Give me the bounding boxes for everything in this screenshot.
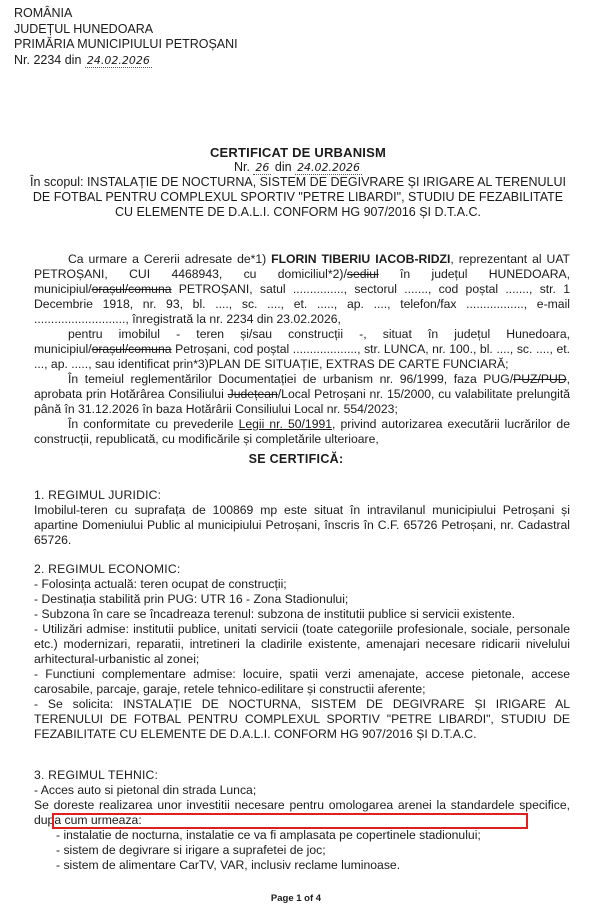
certificate-title-block [10,145,586,220]
se-certifica-heading: SE CERTIFICĂ: [248,452,344,466]
section-legal-regime [34,488,570,548]
section-title: 1. REGIMUL JURIDIC: [34,488,162,502]
list-item: - Subzona în care se încadreaza terenul: subzona de institutii publice si servicii existente. [34,607,515,621]
section-economic-regime [34,562,570,742]
struck-text: orașul/comuna [91,342,172,356]
country-line: ROMÂNIA [14,6,73,20]
issuer-header [14,6,314,68]
registration-prefix: Nr. 2234 din [14,52,82,67]
property-paragraph: pentru imobilul - teren și/sau construcții -, situat în județul Hunedoara, municipiul/orașul/comuna Petroșani, cod poștal ..................., str. LUNCA, nr. 100., bl. ...., sc. ...., et. ..., ap. ....., sau identificat prin*3)PLAN DE SITUAȚIE, EXTRAS DE CARTE FUNCIARĂ; [34,327,570,371]
list-item: - sistem de alimentare CarTV, VAR, inclusiv reclame luminoase. [56,858,401,872]
intro-paragraphs [34,252,570,447]
urbanism-basis-paragraph: În temeiul reglementărilor Documentației de urbanism nr. 96/1999, faza PUG/PUZ/PUD, aprobata prin Hotărârea Consiliului Județean/Local Petroșani nr. 15/2000, cu valabilitate prelungită până în 31.12.2026 în baza Hotărârii Consiliului Local nr. 554/2023; [34,372,570,416]
struck-text: orașul/comuna [91,282,172,296]
applicant-name: FLORIN TIBERIU IACOB-RIDZI [271,252,451,266]
purpose-line-3: CU ELEMENTE DE D.A.L.I. CONFORM HG 907/2016 ȘI D.T.A.C. [114,205,482,219]
section-text: Se doreste realizarea unor investitii necesare pentru omologarea arenei la standardele specifice, dupa cum urmeaza: [34,798,570,827]
document-title: CERTIFICAT DE URBANISM [209,145,387,160]
law-reference-link: Legii nr. 50/1991 [238,417,333,431]
red-highlight-box [52,813,528,829]
nr-label: Nr. [233,160,250,174]
purpose-line-1: În scopul: INSTALAȚIE DE NOCTURNA, SISTEM DE DEGIVRARE ȘI IRIGARE AL TERENULUI [29,175,566,189]
registration-date-handwritten: 24.02.2026 [86,53,150,67]
purpose-line-2: DE FOTBAL PENTRU COMPLEXUL SPORTIV "PETRE LIBARDI", STUDIU DE FEZABILITATE [32,190,564,204]
list-item: - Folosința actuală: teren ocupat de construcții; [34,577,287,591]
list-item: - Se solicita: INSTALAȚIE DE NOCTURNA, SISTEM DE DEGIVRARE ȘI IRIGARE AL TERENULUI DE FOTBAL PENTRU COMPLEXUL SPORTIV "PETRE LIBARDI", STUDIU DE FEZABILITATE CU ELEMENTE DE D.A.L.I. CONFORM HG 907/2016 ȘI D.T.A.C. [34,697,570,741]
list-item: - sistem de degivrare si irigare a suprafetei de joc; [56,843,326,857]
section-text: Imobilul-teren cu suprafața de 100869 mp este situat în intravilanul municipiului Petroșani și apartine Domeniului Public al municipiului Petroșani, înscris în C.F. 65726 Petroșani, nr. Cadastral 65726. [34,503,570,547]
list-item: - instalatie de nocturna, instalatie ce va fi amplasata pe copertinele stadionului; [56,828,481,842]
section-title: 2. REGIMUL ECONOMIC: [34,562,181,576]
list-item: - Destinația stabilită prin PUG: UTR 16 - Zona Stadionului; [34,592,349,606]
struck-text: PUZ/PUD [513,372,567,386]
law-reference-paragraph: În conformitate cu prevederile Legii nr. 50/1991, privind autorizarea executării lucrărilor de construcții, republicată, cu modificările și completările ulterioare, [34,417,570,446]
struck-text: Județean [227,387,278,401]
certificate-number-line [10,160,586,175]
page-number: Page 1 of 4 [270,893,322,904]
certificate-number-handwritten: 26 [255,161,270,174]
investment-list [34,828,570,873]
section-title: 3. REGIMUL TEHNIC: [34,768,159,782]
county-line: JUDEȚUL HUNEDOARA [14,21,154,36]
list-item: - Functiuni complementare admise: locuire, spatii verzi amenajate, accese pietonale, accese carosabile, parcaje, garaje, retele tehnico-edilitare și constructii aferente; [34,667,570,696]
certificate-date-handwritten: 24.02.2026 [297,161,361,174]
registration-line [14,53,314,69]
struck-text: sediul [346,267,379,281]
list-item: - Utilizări admise: institutii publice, unitati servicii (toate categoriile profesionale, sociale, personale etc.) modernizari, reparatii, intretineri la cladirile existente, amenajari necesare ridicarii nivelului arhitectural-urbanistic al zonei; [34,622,570,666]
request-paragraph: Ca urmare a Cererii adresate de*1) FLORIN TIBERIU IACOB-RIDZI, reprezentant al UAT PETROȘANI, CUI 4468943, cu domiciliul*2)/sediul în județul HUNEDOARA, municipiul/orașul/comuna PETROȘANI, satul ..............., sectorul ......., cod poștal ......., str. 1 Decembrie 1918, nr. 93, bl. ...., sc. ...., et. ....., ap. ...., telefon/fax ................., e-mail ..........................., înregistrată la nr. 2234 din 23.02.2026, [34,252,571,326]
list-item: - Acces auto si pietonal din strada Lunca; [34,783,257,797]
city-hall-line: PRIMĂRIA MUNICIPIULUI PETROȘANI [14,37,238,51]
din-label: din [274,160,292,174]
